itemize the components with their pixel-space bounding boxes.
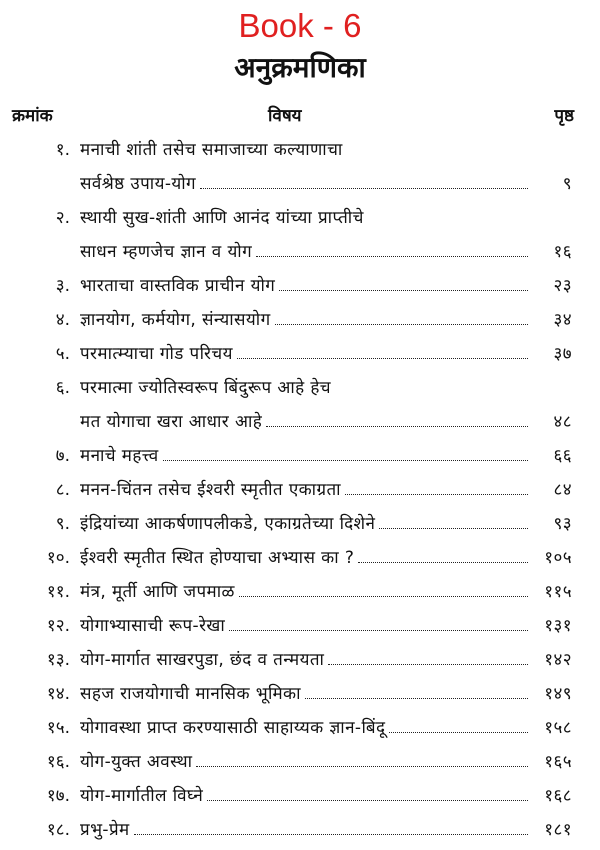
toc-entry-line <box>0 642 600 676</box>
toc-entry-page: १६ <box>553 242 572 262</box>
toc-entry-page: १०५ <box>544 548 572 568</box>
toc-entry-line <box>0 744 600 778</box>
toc-entry-line <box>0 574 600 608</box>
toc-entry-number: १८. <box>46 820 70 840</box>
toc-entry-title: परमात्म्याचा गोड परिचय <box>80 344 233 364</box>
toc-entry-line <box>0 234 600 268</box>
column-header-subject: विषय <box>268 106 302 126</box>
toc-entry-title: योग-मार्गातील विघ्ने <box>80 786 204 806</box>
toc-entry-line <box>0 676 600 710</box>
toc-entry <box>0 642 600 676</box>
toc-entry-number: ८. <box>55 480 70 500</box>
toc-entry <box>0 710 600 744</box>
toc-entry-line <box>0 506 600 540</box>
toc-entry <box>0 132 600 200</box>
toc-entry-page: १४२ <box>544 650 572 670</box>
toc-entry-number: १७. <box>46 786 70 806</box>
toc-entry-line <box>0 812 600 846</box>
toc-entry-number: १३. <box>46 650 70 670</box>
toc-entry-line <box>0 608 600 642</box>
toc-entry-page: ४८ <box>553 412 572 432</box>
toc-entry-number: ९. <box>55 514 70 534</box>
toc-entry-number: ७. <box>55 446 70 466</box>
toc-entry <box>0 574 600 608</box>
toc-entry-number: ३. <box>55 276 70 296</box>
toc-entry-number: २. <box>55 208 70 228</box>
toc-entry <box>0 302 600 336</box>
toc-entry-title: साधन म्हणजेच ज्ञान व योग <box>80 242 253 262</box>
toc-entry-title: ईश्वरी स्मृतीत स्थित होण्याचा अभ्यास का ? <box>80 548 355 568</box>
toc-list <box>0 132 600 846</box>
toc-entry-title: परमात्मा ज्योतिस्वरूप बिंदुरूप आहे हेच <box>80 378 331 398</box>
toc-entry-page: ८४ <box>553 480 572 500</box>
toc-entry-line <box>0 710 600 744</box>
toc-entry-line <box>0 472 600 506</box>
toc-entry-line <box>0 166 600 200</box>
toc-entry-number: ६. <box>55 378 70 398</box>
toc-entry-page: ९३ <box>553 514 572 534</box>
toc-entry-title: मनाची शांती तसेच समाजाच्या कल्याणाचा <box>80 140 343 160</box>
toc-entry-number: १६. <box>46 752 70 772</box>
toc-entry-page: १४९ <box>544 684 572 704</box>
dot-leader <box>200 188 528 189</box>
toc-entry-title: योगाभ्यासाची रूप-रेखा <box>80 616 226 636</box>
toc-entry <box>0 506 600 540</box>
toc-entry-title: मनाचे महत्त्व <box>80 446 159 466</box>
dot-leader <box>305 698 528 699</box>
toc-entry-title: सहज राजयोगाची मानसिक भूमिका <box>80 684 301 704</box>
toc-entry <box>0 778 600 812</box>
dot-leader <box>134 834 528 835</box>
dot-leader <box>256 256 528 257</box>
dot-leader <box>345 494 528 495</box>
toc-entry-page: १६५ <box>544 752 572 772</box>
toc-entry-line <box>0 336 600 370</box>
toc-entry-line <box>0 200 600 234</box>
dot-leader <box>279 290 528 291</box>
toc-entry-title: सर्वश्रेष्ठ उपाय-योग <box>80 174 196 194</box>
dot-leader <box>207 800 528 801</box>
toc-entry <box>0 676 600 710</box>
dot-leader <box>275 324 528 325</box>
toc-entry-line <box>0 132 600 166</box>
toc-entry <box>0 608 600 642</box>
toc-entry-title: योग-मार्गात साखरपुडा, छंद व तन्मयता <box>80 650 325 670</box>
toc-entry-line <box>0 370 600 404</box>
toc-entry-line <box>0 438 600 472</box>
toc-entry-page: १३१ <box>544 616 572 636</box>
dot-leader <box>389 732 528 733</box>
toc-entry <box>0 200 600 268</box>
page-title: अनुक्रमणिका <box>234 51 366 84</box>
dot-leader <box>196 766 528 767</box>
dot-leader <box>163 460 528 461</box>
toc-entry-number: ४. <box>55 310 70 330</box>
toc-entry <box>0 438 600 472</box>
toc-entry-line <box>0 268 600 302</box>
toc-entry-title: भारताचा वास्तविक प्राचीन योग <box>80 276 276 296</box>
dot-leader <box>229 630 528 631</box>
toc-entry <box>0 472 600 506</box>
toc-entry-line <box>0 778 600 812</box>
toc-entry-number: ११. <box>46 582 70 602</box>
toc-entry <box>0 268 600 302</box>
dot-leader <box>239 596 528 597</box>
dot-leader <box>358 562 528 563</box>
toc-entry-number: १. <box>55 140 70 160</box>
toc-entry-number: १०. <box>46 548 70 568</box>
toc-entry-page: १६८ <box>544 786 572 806</box>
toc-entry-title: मंत्र, मूर्ती आणि जपमाळ <box>80 582 235 602</box>
toc-entry-title: मत योगाचा खरा आधार आहे <box>80 412 263 432</box>
dot-leader <box>237 358 528 359</box>
column-header-number: क्रमांक <box>12 106 53 126</box>
toc-entry-title: मनन-चिंतन तसेच ईश्वरी स्मृतीत एकाग्रता <box>80 480 341 500</box>
toc-entry-line <box>0 540 600 574</box>
toc-entry-line <box>0 404 600 438</box>
toc-entry-page: ३७ <box>553 344 572 364</box>
toc-entry-title: प्रभु-प्रेम <box>80 820 130 840</box>
toc-entry-number: १४. <box>46 684 70 704</box>
toc-entry-page: ६६ <box>553 446 572 466</box>
toc-entry-title: इंद्रियांच्या आकर्षणापलीकडे, एकाग्रतेच्या दिशेने <box>80 514 376 534</box>
toc-entry-page: १८१ <box>544 820 572 840</box>
toc-entry-title: योग-युक्त अवस्था <box>80 752 193 772</box>
toc-entry-page: १५८ <box>544 718 572 738</box>
toc-entry <box>0 744 600 778</box>
toc-entry-line <box>0 302 600 336</box>
toc-entry <box>0 812 600 846</box>
dot-leader <box>328 664 528 665</box>
toc-entry-title: स्थायी सुख-शांती आणि आनंद यांच्या प्राप्तीचे <box>80 208 364 228</box>
toc-entry <box>0 370 600 438</box>
toc-entry-page: ३४ <box>553 310 572 330</box>
toc-entry-title: ज्ञानयोग, कर्मयोग, संन्यासयोग <box>80 310 271 330</box>
toc-entry-number: १५. <box>46 718 70 738</box>
toc-entry-page: ११५ <box>544 582 572 602</box>
toc-entry-number: १२. <box>46 616 70 636</box>
dot-leader <box>379 528 528 529</box>
toc-entry-page: २३ <box>553 276 572 296</box>
toc-entry-page: ९ <box>562 174 572 194</box>
toc-entry <box>0 540 600 574</box>
toc-entry-number: ५. <box>55 344 70 364</box>
toc-entry <box>0 336 600 370</box>
column-header-page: पृष्ठ <box>554 106 574 126</box>
book-label: Book - 6 <box>238 7 362 44</box>
toc-entry-title: योगावस्था प्राप्त करण्यासाठी साहाय्यक ज्ञान-बिंदू <box>80 718 386 738</box>
dot-leader <box>266 426 528 427</box>
